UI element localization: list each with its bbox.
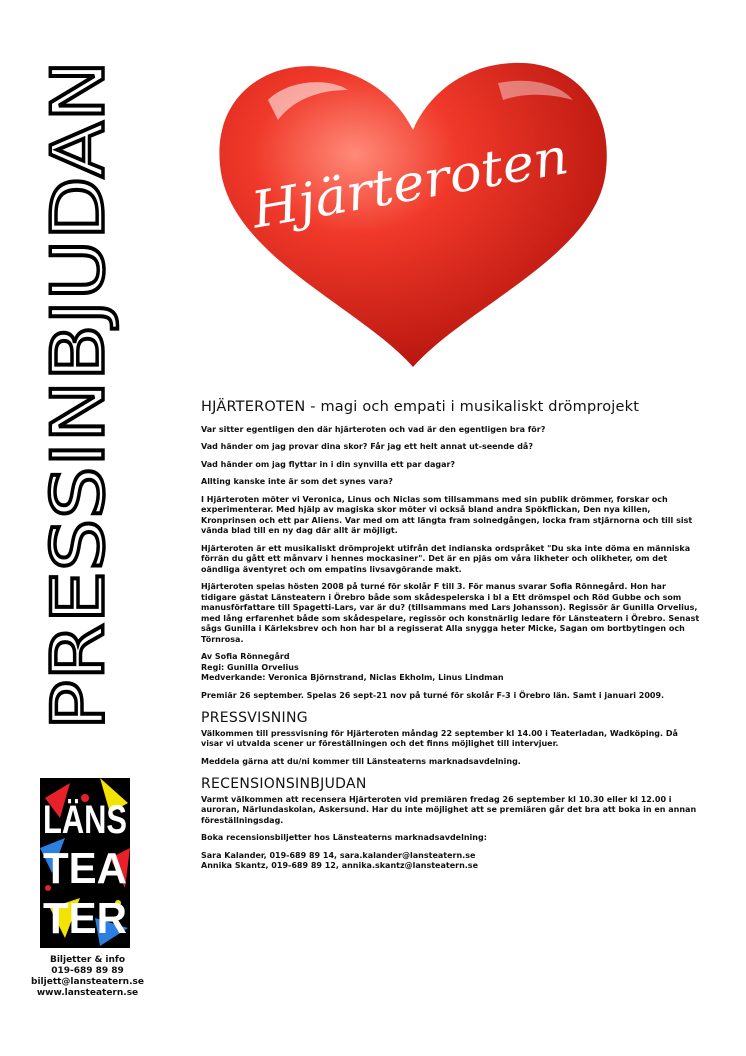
contact-email[interactable]: biljett@lansteatern.se: [31, 977, 144, 987]
heart-title: Hjärteroten: [247, 130, 552, 240]
question-1: Var sitter egentligen den där hjärteroten och vad är den egentligen bra för?: [201, 424, 546, 434]
recension-booking: Boka recensionsbiljetter hos Länsteaterns marknadsavdelning:: [201, 833, 487, 842]
pressvisning-rsvp: Meddela gärna att du/ni kommer till Länsteaterns marknadsavdelning.: [201, 756, 521, 766]
pressinbjudan-title: PRESSINBJUDAN: [36, 143, 120, 730]
headline: HJÄRTEROTEN - magi och empati i musikaliskt drömprojekt: [201, 399, 640, 415]
intro-paragraph: I Hjärteroten möter vi Veronica, Linus och Niclas som tillsammans med sin publik drömmer, forskar och experimenterar. Med hjälp av magiska skor möter vi också bland andra Spökflickan, Den nya killen, Kronprinsen och ett par Aliens. Var med om att längta fram solnedgången, locka fram stjärnorna och till sist vända blad till en ny dag där allt är möjligt.: [201, 494, 693, 535]
question-3: Vad händer om jag flyttar in i din synvilla ett par dagar?: [201, 459, 456, 469]
logo-line-1: LÄNS: [43, 798, 127, 842]
credit-cast: Medverkande: Veronica Björnstrand, Niclas Ekholm, Linus Lindman: [201, 673, 504, 682]
credit-author: Av Sofia Rönnegård: [201, 652, 290, 661]
main-content: [201, 399, 701, 872]
pressvisning-heading: PRESSVISNING: [201, 710, 308, 726]
contact-info: [20, 955, 155, 999]
recension-heading: RECENSIONSINBJUDAN: [201, 776, 367, 792]
premiere-info: Premiär 26 september. Spelas 26 sept-21 nov på turné för skolår F-3 i Örebro län. Samt i januari 2009.: [201, 690, 665, 700]
question-2: Vad händer om jag provar dina skor? Får jag ett helt annat ut-seende då?: [201, 442, 533, 451]
question-4: Allting kanske inte är som det synes vara?: [201, 477, 393, 486]
contact-label: Biljetter & info: [49, 955, 126, 965]
project-paragraph: Hjärteroten är ett musikaliskt drömprojekt utifrån det indianska ordspråket "Du ska inte döma en människa förrän du gått ett månvarv i hennes mockasiner". Det är en pjäs om våra likheter och olikheter, om det oändliga äventyret och om empatins livsavgörande makt.: [201, 543, 691, 574]
pressvisning-text: Välkommen till pressvisning för Hjärteroten måndag 22 september kl 14.00 i Teaterladan, Wadköping. Då visar vi utvalda scener ur föreställningen och det finns möjlighet till intervjuer.: [201, 728, 678, 748]
lansteatern-logo: [40, 778, 130, 948]
heart-image: [208, 55, 618, 370]
contact-sara: Sara Kalander, 019-689 89 14, sara.kalander@lansteatern.se: [201, 850, 476, 860]
logo-line-2: TEA: [43, 844, 127, 893]
logo-line-3: TER: [43, 894, 127, 943]
recension-text: Varmt välkommen att recensera Hjärteroten vid premiären fredag 26 september kl 10.30 eller kl 12.00 i auroran, Närlundaskolan, Askersund. Har du inte möjlighet att se premiären går det bra att boka in en annan föreställningsdag.: [201, 794, 697, 825]
credit-director: Regi: Gunilla Orvelius: [201, 662, 299, 672]
contact-website[interactable]: www.lansteatern.se: [36, 988, 139, 998]
contact-annika: Annika Skantz, 019-689 89 12, annika.skantz@lansteatern.se: [201, 861, 478, 870]
tour-paragraph: Hjärteroten spelas hösten 2008 på turné för skolår F till 3. För manus svarar Sofia Rönnegård. Hon har tidigare gästat Länsteatern i Örebro både som skådespelerska i bl a Ett drömspel och Röd Gubbe och som manusförfattare till Spagetti-Lars, var är du? (tillsammans med Lars Johansson). Regissör är Gunilla Orvelius, med lång erfarenhet både som skådespelare, regissör och konstnärlig ledare för Länsteatern i Örebro. Senast sågs Gunilla i Kärleksbrev och hon har bl a regisserat Alla snygga heter Micke, Sagan om bortbytingen och Törnrosa.: [201, 582, 700, 644]
vertical-title: [8, 40, 118, 760]
contact-phone: 019-689 89 89: [51, 966, 124, 976]
